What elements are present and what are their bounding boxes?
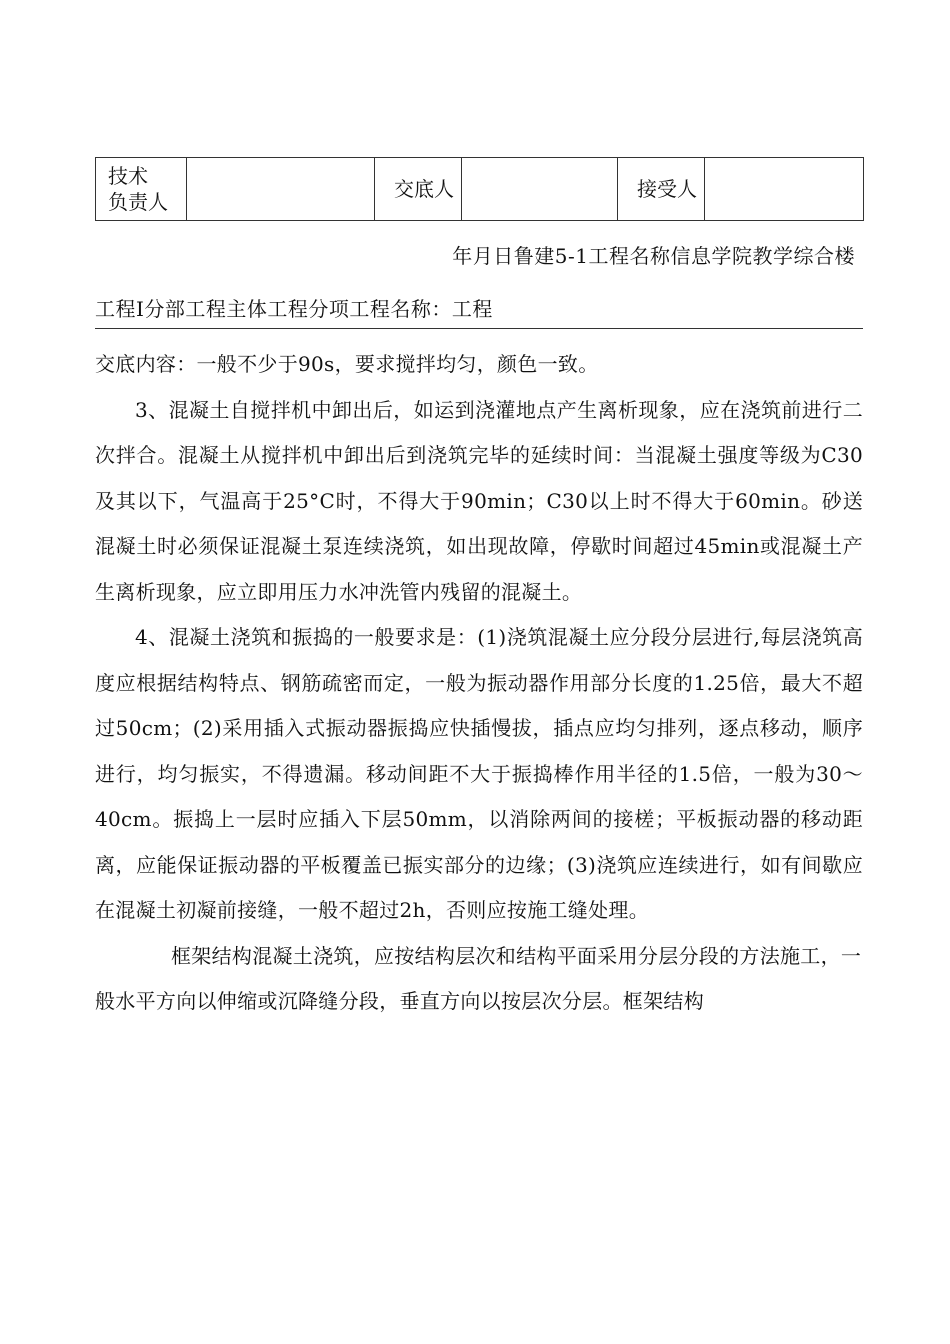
paragraph-3: 3、混凝土自搅拌机中卸出后，如运到浇灌地点产生离析现象，应在浇筑前进行二次拌合。混凝土从搅拌机中卸出后到浇筑完毕的延续时间：当混凝土强度等级为C30及其以下，气温高于25°C时，不得大于90min；C30以上时不得大于60min。砂送混凝土时必须保证混凝土泵连续浇筑，如出现故障，停歇时间超过45min或混凝土产生离析现象，应立即用压力水冲洗管内残留的混凝土。: [95, 397, 863, 604]
document-body: [95, 342, 863, 1025]
receiver-label: 接受人: [618, 158, 705, 221]
intro-paragraph: 交底内容：一般不少于90s，要求搅拌均匀，颜色一致。: [95, 352, 599, 376]
paragraph-5: 框架结构混凝土浇筑，应按结构层次和结构平面采用分层分段的方法施工，一般水平方向以伸缩或沉降缝分段，垂直方向以按层次分层。框架结构: [95, 943, 862, 1013]
tech-lead-value[interactable]: [187, 158, 375, 221]
signature-table: [95, 157, 864, 221]
header-project-line: 年月日鲁建5-1工程名称信息学院教学综合楼: [452, 244, 855, 268]
presenter-value[interactable]: [462, 158, 618, 221]
header-subproject-line: 工程I分部工程主体工程分项工程名称：工程: [95, 293, 863, 329]
paragraph-4: 4、混凝土浇筑和振捣的一般要求是：(1)浇筑混凝土应分段分层进行,每层浇筑高度应根据结构特点、钢筋疏密而定，一般为振动器作用部分长度的1.25倍，最大不超过50cm；(2)采用插入式振动器振捣应快插慢拔，插点应均匀排列，逐点移动，顺序进行，均匀振实，不得遗漏。移动间距不大于振捣棒作用半径的1.5倍，一般为30〜40cm。振捣上一层时应插入下层50mm，以消除两间的接槎；平板振动器的移动距离，应能保证振动器的平板覆盖已振实部分的边缘；(3)浇筑应连续进行，如有间歇应在混凝土初凝前接缝，一般不超过2h，否则应按施工缝处理。: [95, 625, 863, 922]
receiver-value[interactable]: [705, 158, 864, 221]
presenter-label: 交底人: [375, 158, 462, 221]
tech-lead-label: 技术 负责人: [96, 158, 187, 221]
